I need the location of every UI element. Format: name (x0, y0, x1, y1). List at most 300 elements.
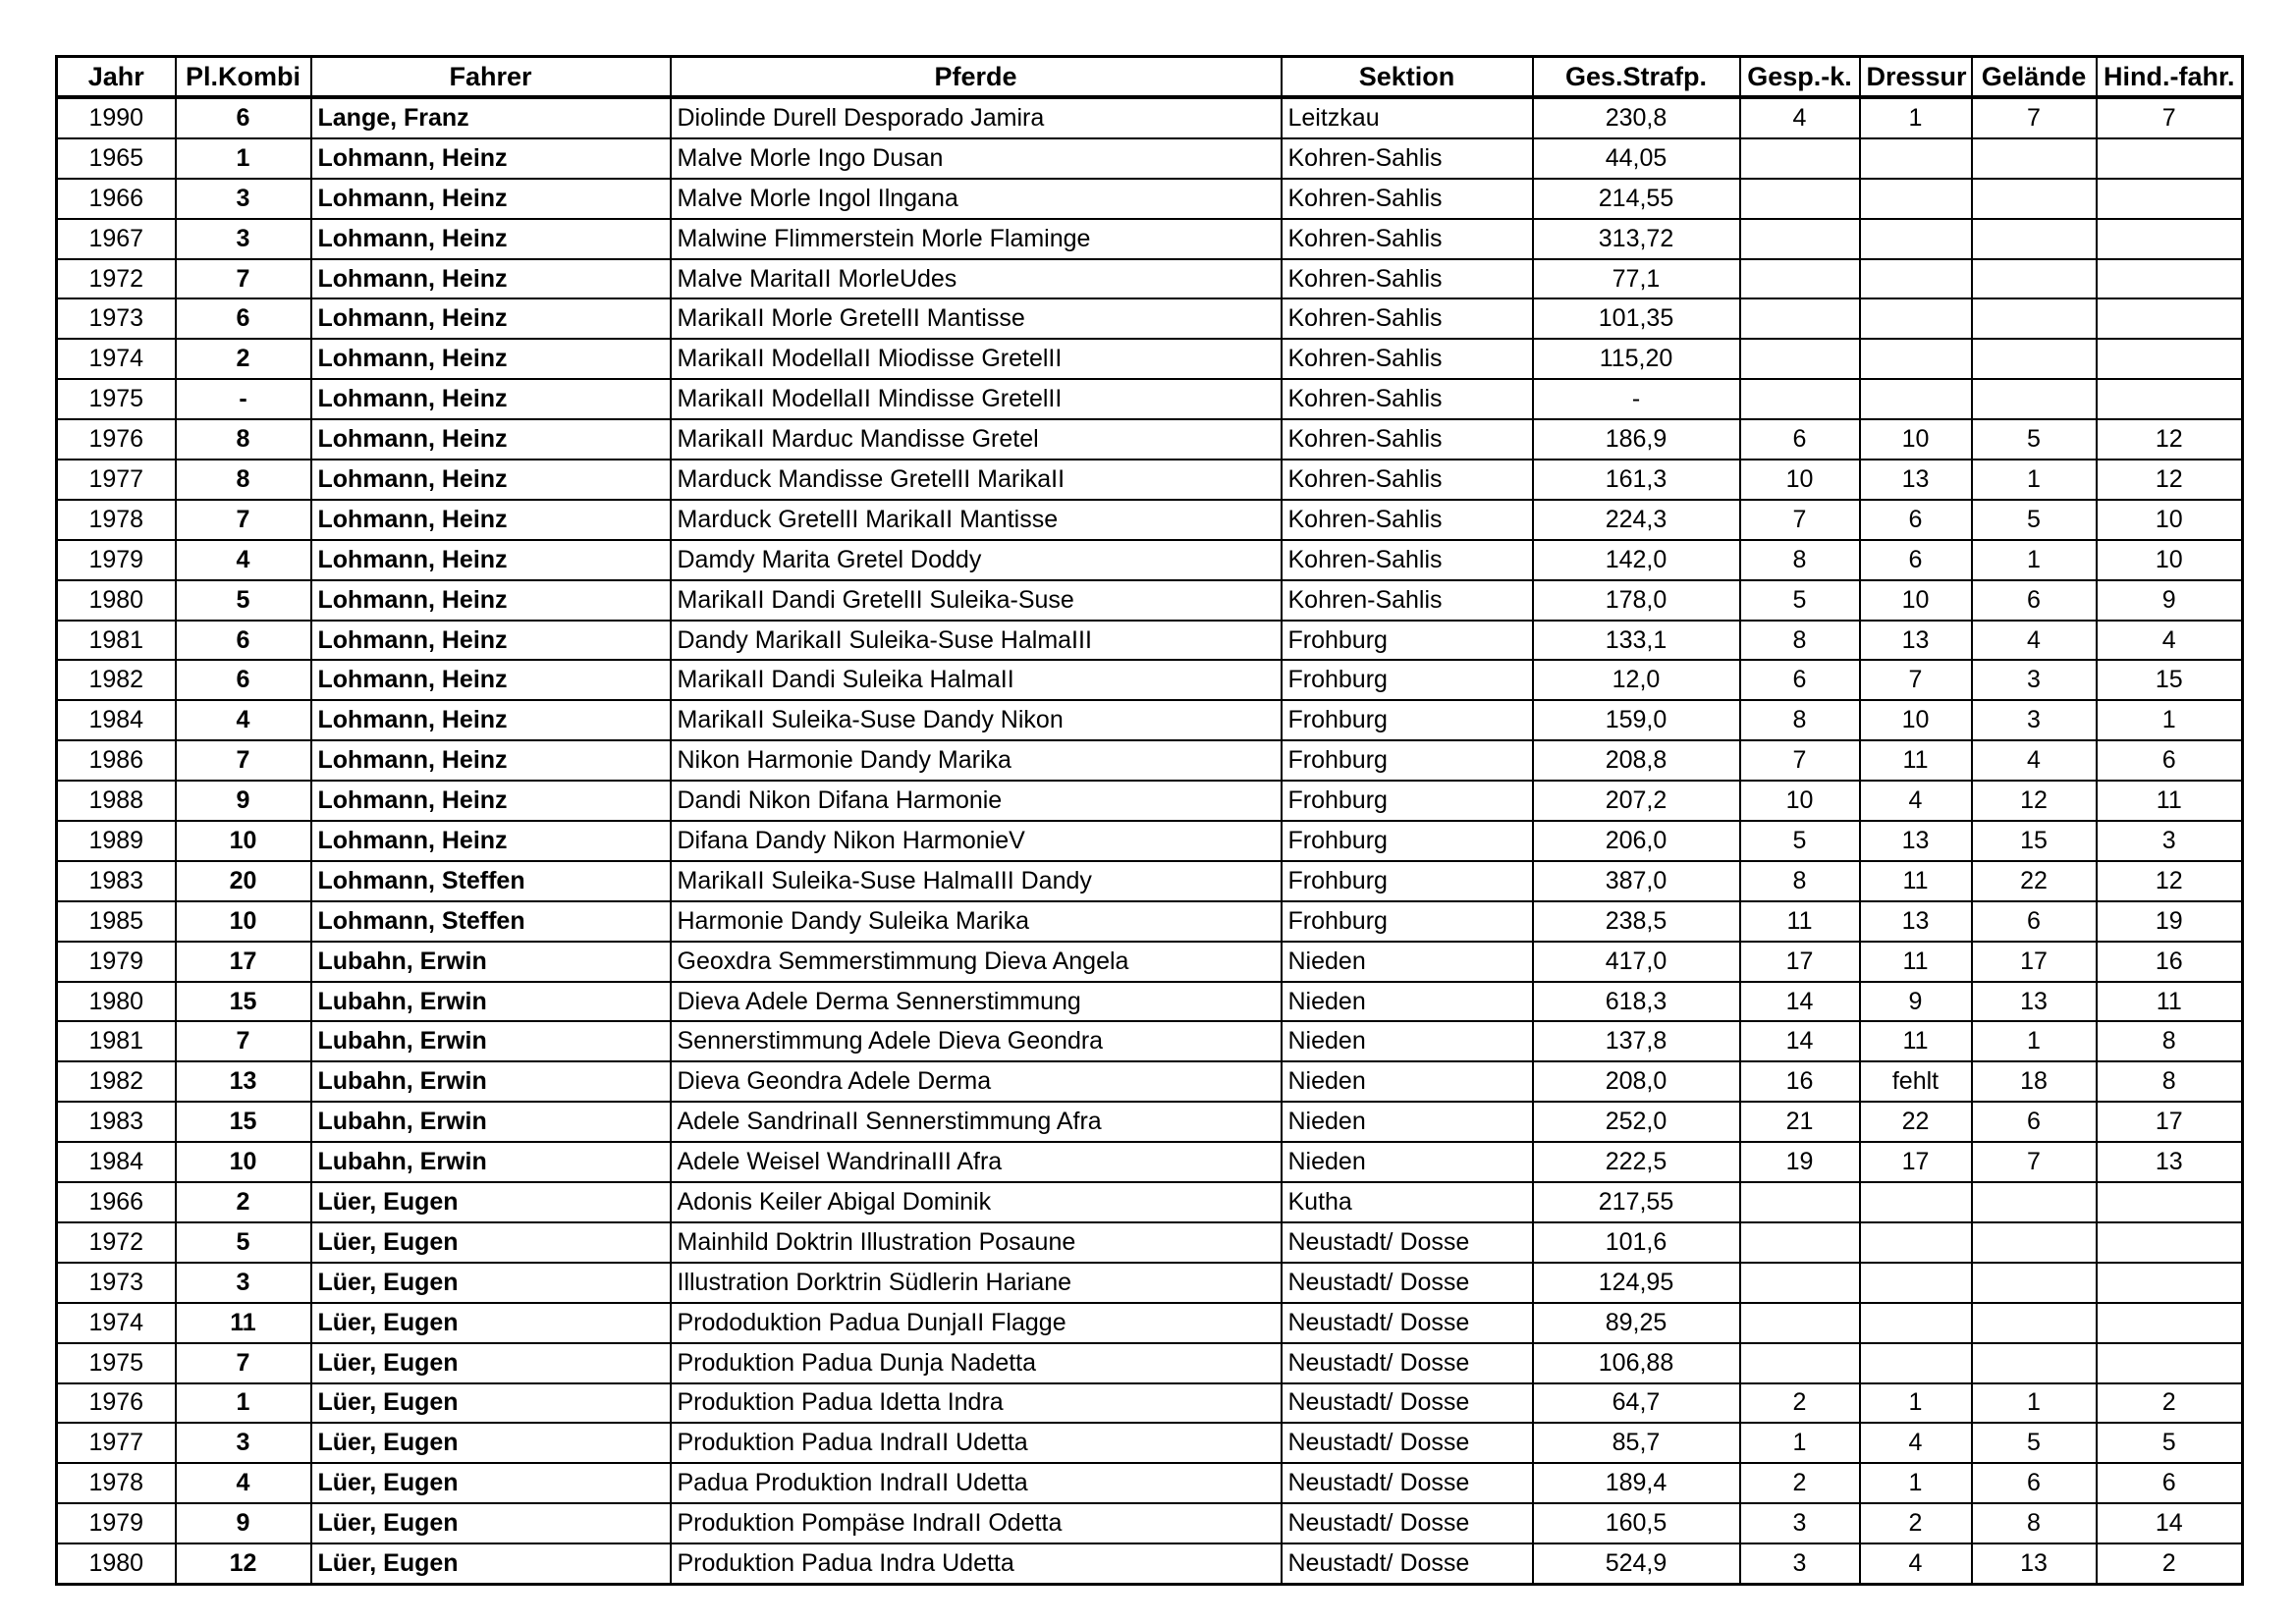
driver-cell: Lüer, Eugen (311, 1303, 671, 1343)
total-penalty-cell: 106,88 (1533, 1343, 1740, 1383)
total-penalty-cell: - (1533, 379, 1740, 419)
total-penalty-cell: 618,3 (1533, 982, 1740, 1022)
gelaende-cell: 12 (1972, 781, 2097, 821)
total-penalty-cell: 133,1 (1533, 621, 1740, 661)
gelaende-cell (1972, 259, 2097, 299)
driver-cell: Lohmann, Steffen (311, 861, 671, 901)
gelaende-cell: 7 (1972, 1142, 2097, 1182)
section-cell: Frohburg (1282, 781, 1533, 821)
gesp-k-cell (1740, 339, 1860, 379)
hind-fahr-cell: 1 (2097, 700, 2243, 740)
section-cell: Kohren-Sahlis (1282, 379, 1533, 419)
horses-cell: Adonis Keiler Abigal Dominik (671, 1182, 1282, 1222)
year-cell: 1972 (57, 1222, 176, 1263)
year-cell: 1981 (57, 621, 176, 661)
year-cell: 1982 (57, 660, 176, 700)
total-penalty-cell: 142,0 (1533, 540, 1740, 580)
hind-fahr-cell (2097, 339, 2243, 379)
horses-cell: Malve Morle Ingol Ilngana (671, 179, 1282, 219)
gelaende-cell (1972, 1263, 2097, 1303)
total-penalty-cell: 387,0 (1533, 861, 1740, 901)
hind-fahr-cell: 11 (2097, 781, 2243, 821)
gesp-k-cell: 5 (1740, 580, 1860, 621)
table-row (57, 660, 2243, 700)
gelaende-cell: 8 (1972, 1503, 2097, 1543)
section-cell: Neustadt/ Dosse (1282, 1343, 1533, 1383)
table-row (57, 781, 2243, 821)
col-plkombi-header: Pl.Kombi (176, 57, 311, 98)
gelaende-cell (1972, 298, 2097, 339)
driver-cell: Lüer, Eugen (311, 1423, 671, 1463)
gelaende-cell: 13 (1972, 982, 2097, 1022)
section-cell: Neustadt/ Dosse (1282, 1383, 1533, 1424)
year-cell: 1980 (57, 580, 176, 621)
hind-fahr-cell: 10 (2097, 500, 2243, 540)
year-cell: 1978 (57, 500, 176, 540)
horses-cell: Harmonie Dandy Suleika Marika (671, 901, 1282, 942)
placement-cell: 11 (176, 1303, 311, 1343)
table-row (57, 821, 2243, 861)
gelaende-cell (1972, 339, 2097, 379)
year-cell: 1966 (57, 1182, 176, 1222)
gesp-k-cell: 10 (1740, 460, 1860, 500)
driver-cell: Lohmann, Heinz (311, 660, 671, 700)
driver-cell: Lüer, Eugen (311, 1222, 671, 1263)
gelaende-cell: 22 (1972, 861, 2097, 901)
dressur-cell (1860, 1263, 1972, 1303)
horses-cell: Nikon Harmonie Dandy Marika (671, 740, 1282, 781)
placement-cell: 1 (176, 1383, 311, 1424)
gelaende-cell: 5 (1972, 1423, 2097, 1463)
col-pferde-header: Pferde (671, 57, 1282, 98)
table-row (57, 942, 2243, 982)
gesp-k-cell (1740, 1303, 1860, 1343)
placement-cell: 7 (176, 1021, 311, 1061)
section-cell: Frohburg (1282, 700, 1533, 740)
driver-cell: Lohmann, Steffen (311, 901, 671, 942)
horses-cell: MarikaII Dandi GretelII Suleika-Suse (671, 580, 1282, 621)
horses-cell: Difana Dandy Nikon HarmonieV (671, 821, 1282, 861)
total-penalty-cell: 89,25 (1533, 1303, 1740, 1343)
gelaende-cell: 13 (1972, 1543, 2097, 1584)
dressur-cell: 9 (1860, 982, 1972, 1022)
gelaende-cell (1972, 138, 2097, 179)
total-penalty-cell: 417,0 (1533, 942, 1740, 982)
table-row (57, 1102, 2243, 1142)
driver-cell: Lohmann, Heinz (311, 740, 671, 781)
gesp-k-cell: 8 (1740, 861, 1860, 901)
gesp-k-cell: 4 (1740, 97, 1860, 138)
total-penalty-cell: 101,35 (1533, 298, 1740, 339)
hind-fahr-cell: 8 (2097, 1061, 2243, 1102)
hind-fahr-cell: 10 (2097, 540, 2243, 580)
driver-cell: Lohmann, Heinz (311, 580, 671, 621)
total-penalty-cell: 230,8 (1533, 97, 1740, 138)
placement-cell: 10 (176, 1142, 311, 1182)
horses-cell: Mainhild Doktrin Illustration Posaune (671, 1222, 1282, 1263)
horses-cell: MarikaII Suleika-Suse HalmaIII Dandy (671, 861, 1282, 901)
dressur-cell: fehlt (1860, 1061, 1972, 1102)
total-penalty-cell: 159,0 (1533, 700, 1740, 740)
year-cell: 1972 (57, 259, 176, 299)
total-penalty-cell: 217,55 (1533, 1182, 1740, 1222)
placement-cell: 7 (176, 259, 311, 299)
dressur-cell: 11 (1860, 1021, 1972, 1061)
section-cell: Kohren-Sahlis (1282, 460, 1533, 500)
dressur-cell: 1 (1860, 1463, 1972, 1503)
total-penalty-cell: 222,5 (1533, 1142, 1740, 1182)
total-penalty-cell: 238,5 (1533, 901, 1740, 942)
table-row (57, 1021, 2243, 1061)
gesp-k-cell: 5 (1740, 821, 1860, 861)
section-cell: Kohren-Sahlis (1282, 138, 1533, 179)
section-cell: Frohburg (1282, 861, 1533, 901)
section-cell: Kohren-Sahlis (1282, 580, 1533, 621)
year-cell: 1984 (57, 700, 176, 740)
hind-fahr-cell (2097, 219, 2243, 259)
dressur-cell: 2 (1860, 1503, 1972, 1543)
placement-cell: 6 (176, 298, 311, 339)
hind-fahr-cell (2097, 1343, 2243, 1383)
gesp-k-cell: 7 (1740, 500, 1860, 540)
table-body (57, 97, 2243, 1584)
placement-cell: 3 (176, 219, 311, 259)
section-cell: Kohren-Sahlis (1282, 298, 1533, 339)
total-penalty-cell: 189,4 (1533, 1463, 1740, 1503)
table-row (57, 1543, 2243, 1584)
year-cell: 1977 (57, 1423, 176, 1463)
gesp-k-cell (1740, 1263, 1860, 1303)
placement-cell: 10 (176, 901, 311, 942)
dressur-cell: 22 (1860, 1102, 1972, 1142)
gelaende-cell: 6 (1972, 1463, 2097, 1503)
section-cell: Neustadt/ Dosse (1282, 1503, 1533, 1543)
placement-cell: 12 (176, 1543, 311, 1584)
total-penalty-cell: 137,8 (1533, 1021, 1740, 1061)
driver-cell: Lohmann, Heinz (311, 419, 671, 460)
col-jahr-header: Jahr (57, 57, 176, 98)
gelaende-cell: 1 (1972, 460, 2097, 500)
gelaende-cell: 7 (1972, 97, 2097, 138)
section-cell: Neustadt/ Dosse (1282, 1303, 1533, 1343)
dressur-cell (1860, 1303, 1972, 1343)
table-row (57, 1263, 2243, 1303)
driver-cell: Lubahn, Erwin (311, 1102, 671, 1142)
gesp-k-cell: 10 (1740, 781, 1860, 821)
year-cell: 1973 (57, 298, 176, 339)
hind-fahr-cell: 15 (2097, 660, 2243, 700)
horses-cell: Illustration Dorktrin Südlerin Hariane (671, 1263, 1282, 1303)
table-row (57, 259, 2243, 299)
gelaende-cell: 6 (1972, 580, 2097, 621)
section-cell: Frohburg (1282, 901, 1533, 942)
table-row (57, 700, 2243, 740)
horses-cell: Malwine Flimmerstein Morle Flaminge (671, 219, 1282, 259)
section-cell: Nieden (1282, 1021, 1533, 1061)
year-cell: 1977 (57, 460, 176, 500)
gelaende-cell: 1 (1972, 1021, 2097, 1061)
dressur-cell: 17 (1860, 1142, 1972, 1182)
header-row (57, 57, 2243, 98)
col-hindfahr-header: Hind.-fahr. (2097, 57, 2243, 98)
table-row (57, 1061, 2243, 1102)
section-cell: Frohburg (1282, 621, 1533, 661)
hind-fahr-cell: 19 (2097, 901, 2243, 942)
placement-cell: 3 (176, 179, 311, 219)
hind-fahr-cell: 6 (2097, 1463, 2243, 1503)
gelaende-cell: 6 (1972, 1102, 2097, 1142)
horses-cell: Geoxdra Semmerstimmung Dieva Angela (671, 942, 1282, 982)
total-penalty-cell: 313,72 (1533, 219, 1740, 259)
gesp-k-cell (1740, 179, 1860, 219)
section-cell: Neustadt/ Dosse (1282, 1222, 1533, 1263)
year-cell: 1981 (57, 1021, 176, 1061)
section-cell: Frohburg (1282, 660, 1533, 700)
gesp-k-cell (1740, 1343, 1860, 1383)
table-row (57, 1463, 2243, 1503)
year-cell: 1976 (57, 419, 176, 460)
gelaende-cell: 4 (1972, 621, 2097, 661)
driver-cell: Lohmann, Heinz (311, 460, 671, 500)
gelaende-cell (1972, 1182, 2097, 1222)
gelaende-cell: 5 (1972, 419, 2097, 460)
total-penalty-cell: 252,0 (1533, 1102, 1740, 1142)
dressur-cell (1860, 1182, 1972, 1222)
gelaende-cell (1972, 219, 2097, 259)
table-row (57, 219, 2243, 259)
table-row (57, 379, 2243, 419)
placement-cell: 8 (176, 460, 311, 500)
placement-cell: 17 (176, 942, 311, 982)
placement-cell: 6 (176, 621, 311, 661)
driver-cell: Lüer, Eugen (311, 1182, 671, 1222)
year-cell: 1990 (57, 97, 176, 138)
section-cell: Kutha (1282, 1182, 1533, 1222)
driver-cell: Lohmann, Heinz (311, 259, 671, 299)
gelaende-cell: 6 (1972, 901, 2097, 942)
gelaende-cell (1972, 179, 2097, 219)
gelaende-cell: 1 (1972, 1383, 2097, 1424)
horses-cell: Padua Produktion IndraII Udetta (671, 1463, 1282, 1503)
driver-cell: Lohmann, Heinz (311, 621, 671, 661)
total-penalty-cell: 124,95 (1533, 1263, 1740, 1303)
dressur-cell: 13 (1860, 460, 1972, 500)
horses-cell: Produktion Padua IndraII Udetta (671, 1423, 1282, 1463)
horses-cell: Produktion Padua Dunja Nadetta (671, 1343, 1282, 1383)
dressur-cell (1860, 219, 1972, 259)
total-penalty-cell: 101,6 (1533, 1222, 1740, 1263)
horses-cell: Produktion Padua Indra Udetta (671, 1543, 1282, 1584)
dressur-cell: 11 (1860, 861, 1972, 901)
gelaende-cell: 15 (1972, 821, 2097, 861)
gesp-k-cell: 21 (1740, 1102, 1860, 1142)
driver-cell: Lohmann, Heinz (311, 339, 671, 379)
dressur-cell: 13 (1860, 901, 1972, 942)
hind-fahr-cell: 12 (2097, 419, 2243, 460)
horses-cell: Sennerstimmung Adele Dieva Geondra (671, 1021, 1282, 1061)
hind-fahr-cell (2097, 138, 2243, 179)
year-cell: 1985 (57, 901, 176, 942)
dressur-cell (1860, 298, 1972, 339)
table-row (57, 540, 2243, 580)
hind-fahr-cell: 12 (2097, 861, 2243, 901)
section-cell: Leitzkau (1282, 97, 1533, 138)
table-row (57, 179, 2243, 219)
year-cell: 1988 (57, 781, 176, 821)
driver-cell: Lüer, Eugen (311, 1343, 671, 1383)
section-cell: Neustadt/ Dosse (1282, 1263, 1533, 1303)
section-cell: Nieden (1282, 1061, 1533, 1102)
section-cell: Kohren-Sahlis (1282, 500, 1533, 540)
placement-cell: 1 (176, 138, 311, 179)
horses-cell: Marduck GretelII MarikaII Mantisse (671, 500, 1282, 540)
dressur-cell: 11 (1860, 942, 1972, 982)
horses-cell: Dandy MarikaII Suleika-Suse HalmaIII (671, 621, 1282, 661)
driver-cell: Lohmann, Heinz (311, 821, 671, 861)
section-cell: Neustadt/ Dosse (1282, 1423, 1533, 1463)
total-penalty-cell: 12,0 (1533, 660, 1740, 700)
driver-cell: Lubahn, Erwin (311, 1061, 671, 1102)
table-row (57, 460, 2243, 500)
gesp-k-cell: 17 (1740, 942, 1860, 982)
hind-fahr-cell: 2 (2097, 1543, 2243, 1584)
gesp-k-cell: 6 (1740, 419, 1860, 460)
hind-fahr-cell: 5 (2097, 1423, 2243, 1463)
table-row (57, 1423, 2243, 1463)
total-penalty-cell: 208,8 (1533, 740, 1740, 781)
hind-fahr-cell: 11 (2097, 982, 2243, 1022)
dressur-cell: 13 (1860, 621, 1972, 661)
total-penalty-cell: 161,3 (1533, 460, 1740, 500)
section-cell: Kohren-Sahlis (1282, 259, 1533, 299)
year-cell: 1965 (57, 138, 176, 179)
driver-cell: Lüer, Eugen (311, 1503, 671, 1543)
table-row (57, 861, 2243, 901)
total-penalty-cell: 178,0 (1533, 580, 1740, 621)
total-penalty-cell: 160,5 (1533, 1503, 1740, 1543)
year-cell: 1976 (57, 1383, 176, 1424)
gesp-k-cell (1740, 379, 1860, 419)
placement-cell: 3 (176, 1423, 311, 1463)
driver-cell: Lohmann, Heinz (311, 138, 671, 179)
placement-cell: 9 (176, 1503, 311, 1543)
horses-cell: Marduck Mandisse GretelII MarikaII (671, 460, 1282, 500)
dressur-cell: 6 (1860, 500, 1972, 540)
total-penalty-cell: 64,7 (1533, 1383, 1740, 1424)
table-row (57, 901, 2243, 942)
driver-cell: Lohmann, Heinz (311, 540, 671, 580)
driver-cell: Lohmann, Heinz (311, 298, 671, 339)
dressur-cell: 6 (1860, 540, 1972, 580)
hind-fahr-cell (2097, 259, 2243, 299)
gesp-k-cell: 19 (1740, 1142, 1860, 1182)
driver-cell: Lohmann, Heinz (311, 700, 671, 740)
section-cell: Frohburg (1282, 821, 1533, 861)
gesp-k-cell: 3 (1740, 1503, 1860, 1543)
results-table (55, 55, 2244, 1586)
placement-cell: 13 (176, 1061, 311, 1102)
dressur-cell (1860, 138, 1972, 179)
section-cell: Kohren-Sahlis (1282, 419, 1533, 460)
gesp-k-cell (1740, 259, 1860, 299)
table-row (57, 500, 2243, 540)
gesp-k-cell: 16 (1740, 1061, 1860, 1102)
placement-cell: - (176, 379, 311, 419)
driver-cell: Lange, Franz (311, 97, 671, 138)
year-cell: 1989 (57, 821, 176, 861)
dressur-cell: 4 (1860, 1423, 1972, 1463)
table-row (57, 1503, 2243, 1543)
table-row (57, 982, 2243, 1022)
year-cell: 1967 (57, 219, 176, 259)
hind-fahr-cell: 3 (2097, 821, 2243, 861)
gelaende-cell (1972, 1303, 2097, 1343)
year-cell: 1973 (57, 1263, 176, 1303)
year-cell: 1979 (57, 540, 176, 580)
section-cell: Nieden (1282, 1102, 1533, 1142)
placement-cell: 20 (176, 861, 311, 901)
hind-fahr-cell: 14 (2097, 1503, 2243, 1543)
horses-cell: MarikaII Marduc Mandisse Gretel (671, 419, 1282, 460)
hind-fahr-cell: 9 (2097, 580, 2243, 621)
dressur-cell: 1 (1860, 1383, 1972, 1424)
year-cell: 1974 (57, 339, 176, 379)
section-cell: Nieden (1282, 982, 1533, 1022)
year-cell: 1974 (57, 1303, 176, 1343)
total-penalty-cell: 524,9 (1533, 1543, 1740, 1584)
table-row (57, 1343, 2243, 1383)
horses-cell: Damdy Marita Gretel Doddy (671, 540, 1282, 580)
section-cell: Nieden (1282, 1142, 1533, 1182)
dressur-cell: 1 (1860, 97, 1972, 138)
total-penalty-cell: 186,9 (1533, 419, 1740, 460)
dressur-cell: 7 (1860, 660, 1972, 700)
horses-cell: Produktion Padua Idetta Indra (671, 1383, 1282, 1424)
hind-fahr-cell: 13 (2097, 1142, 2243, 1182)
year-cell: 1980 (57, 982, 176, 1022)
gesp-k-cell: 8 (1740, 540, 1860, 580)
hind-fahr-cell: 4 (2097, 621, 2243, 661)
horses-cell: Dieva Adele Derma Sennerstimmung (671, 982, 1282, 1022)
hind-fahr-cell: 7 (2097, 97, 2243, 138)
horses-cell: MarikaII Dandi Suleika HalmaII (671, 660, 1282, 700)
horses-cell: Dandi Nikon Difana Harmonie (671, 781, 1282, 821)
hind-fahr-cell: 6 (2097, 740, 2243, 781)
section-cell: Frohburg (1282, 740, 1533, 781)
driver-cell: Lubahn, Erwin (311, 982, 671, 1022)
hind-fahr-cell (2097, 379, 2243, 419)
total-penalty-cell: 85,7 (1533, 1423, 1740, 1463)
placement-cell: 7 (176, 500, 311, 540)
gesp-k-cell: 14 (1740, 1021, 1860, 1061)
dressur-cell (1860, 179, 1972, 219)
hind-fahr-cell (2097, 1263, 2243, 1303)
hind-fahr-cell (2097, 298, 2243, 339)
hind-fahr-cell (2097, 1222, 2243, 1263)
col-gespk-header: Gesp.-k. (1740, 57, 1860, 98)
gesp-k-cell: 11 (1740, 901, 1860, 942)
gelaende-cell: 5 (1972, 500, 2097, 540)
gesp-k-cell: 3 (1740, 1543, 1860, 1584)
driver-cell: Lüer, Eugen (311, 1543, 671, 1584)
dressur-cell: 10 (1860, 419, 1972, 460)
placement-cell: 4 (176, 1463, 311, 1503)
table-row (57, 1383, 2243, 1424)
total-penalty-cell: 208,0 (1533, 1061, 1740, 1102)
horses-cell: Malve Morle Ingo Dusan (671, 138, 1282, 179)
col-gesstrafp-header: Ges.Strafp. (1533, 57, 1740, 98)
placement-cell: 4 (176, 540, 311, 580)
